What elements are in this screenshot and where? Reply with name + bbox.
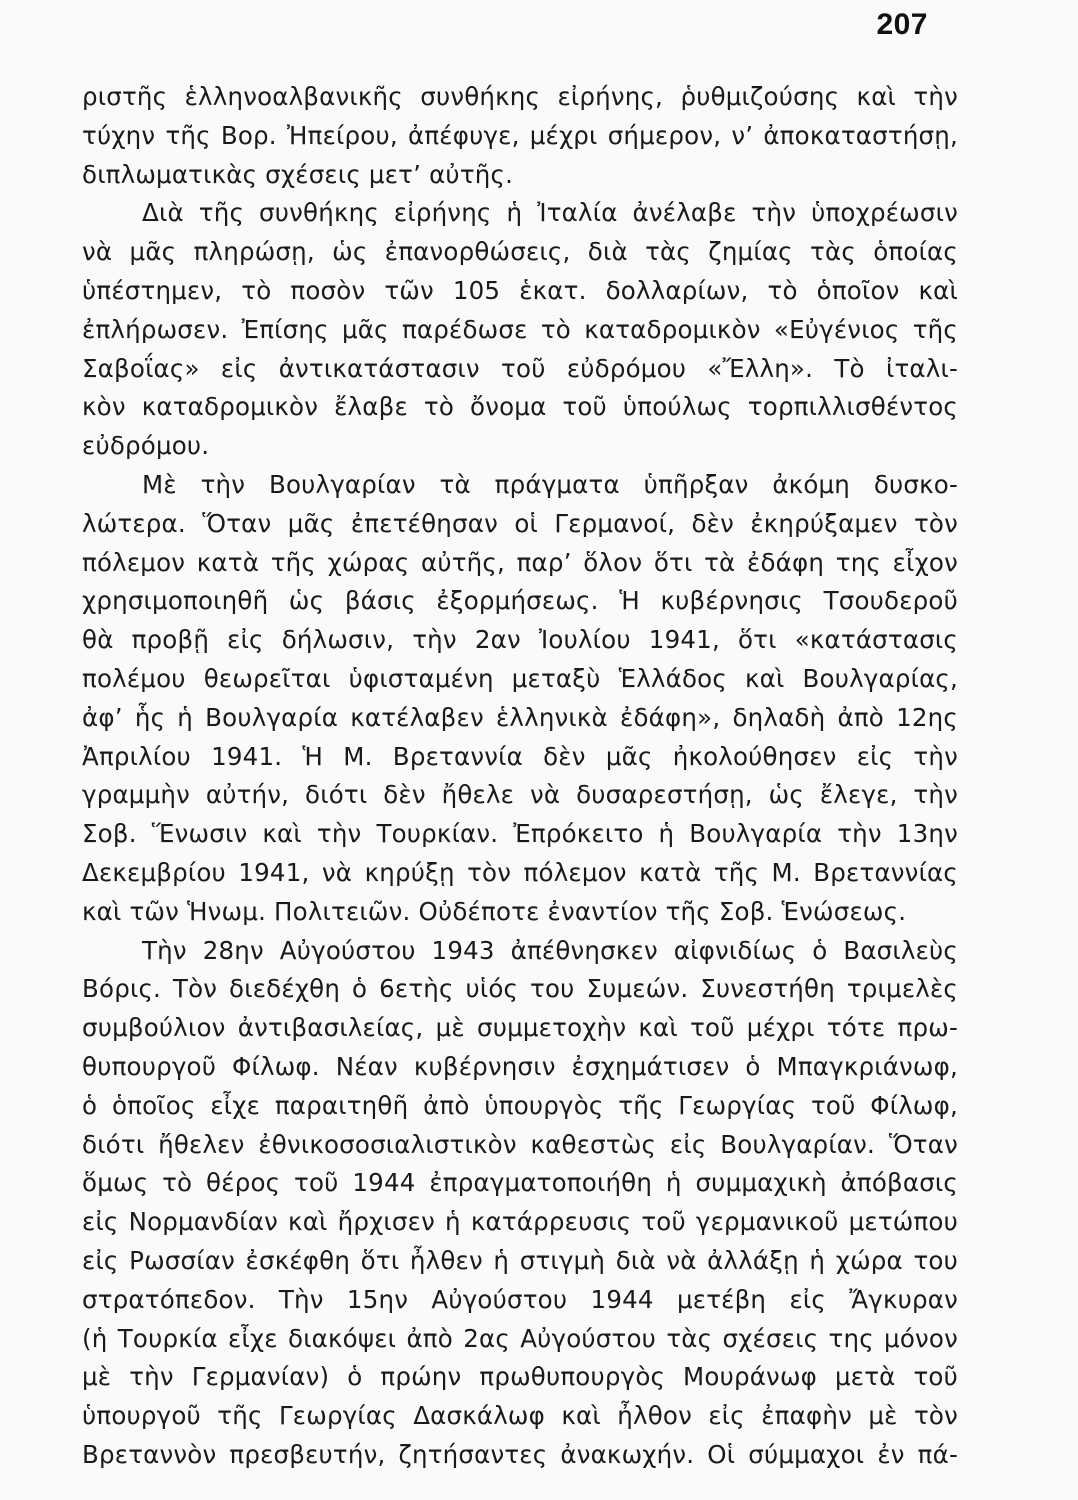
text-line: νὰ μᾶς πληρώσῃ, ὡς ἐπανορθώσεις, διὰ τὰς ζημίας τὰς ὁποίας	[82, 237, 958, 267]
text-line: Διὰ τῆς συνθήκης εἰρήνης ἡ Ἰταλία ἀνέλαβε τὴν ὑποχρέωσιν	[142, 198, 958, 228]
text-line: λώτερα. Ὅταν μᾶς ἐπετέθησαν οἱ Γερμανοί, δὲν ἐκηρύξαμεν τὸν	[82, 508, 958, 538]
text-line: στρατόπεδον. Τὴν 15ην Αὐγούστου 1944 μετέβη εἰς Ἄγκυραν	[82, 1284, 958, 1314]
text-line: ὁ ὁποῖος εἶχε παραιτηθῆ ἀπὸ ὑπουργὸς τῆς Γεωργίας τοῦ Φίλωφ,	[82, 1090, 958, 1120]
text-line: κὸν καταδρομικὸν ἔλαβε τὸ ὄνομα τοῦ ὑπούλως τορπιλλισθέντος	[82, 392, 958, 422]
text-line: διότι ἤθελεν ἐθνικοσοσιαλιστικὸν καθεστὼς εἰς Βουλγαρίαν. Ὅταν	[82, 1129, 958, 1159]
text-line: τύχην τῆς Βορ. Ἠπείρου, ἀπέφυγε, μέχρι σήμερον, ν’ ἀποκαταστήσῃ,	[82, 120, 958, 150]
page-number: 207	[876, 8, 928, 41]
text-line: Τὴν 28ην Αὐγούστου 1943 ἀπέθνησκεν αἰφνιδίως ὁ Βασιλεὺς	[142, 935, 958, 965]
text-line: συμβούλιον ἀντιβασιλείας, μὲ συμμετοχὴν καὶ τοῦ μέχρι τότε πρω-	[82, 1013, 958, 1043]
text-line: Βρεταννὸν πρεσβευτήν, ζητήσαντες ἀνακωχήν. Οἱ σύμμαχοι ἐν πά-	[82, 1439, 958, 1469]
text-line: πολέμου θεωρεῖται ὑφισταμένη μεταξὺ Ἑλλάδος καὶ Βουλγαρίας,	[82, 663, 958, 693]
text-line: ὅμως τὸ θέρος τοῦ 1944 ἐπραγματοποιήθη ἡ συμμαχικὴ ἀπόβασις	[82, 1168, 958, 1198]
text-line: πόλεμον κατὰ τῆς χώρας αὐτῆς, παρ’ ὅλον ὅτι τὰ ἐδάφη της εἶχον	[82, 547, 958, 577]
text-line: Ἀπριλίου 1941. Ἡ Μ. Βρεταννία δὲν μᾶς ἠκολούθησεν εἰς τὴν	[82, 741, 958, 771]
text-line: ὑπέστημεν, τὸ ποσὸν τῶν 105 ἑκατ. δολλαρίων, τὸ ὁποῖον καὶ	[82, 275, 958, 305]
text-line: εὐδρόμου.	[82, 431, 210, 461]
text-line: ἀφ’ ἧς ἡ Βουλγαρία κατέλαβεν ἑλληνικὰ ἐδάφη», δηλαδὴ ἀπὸ 12ης	[82, 702, 958, 732]
text-line: θυπουργοῦ Φίλωφ. Νέαν κυβέρνησιν ἐσχημάτισεν ὁ Μπαγκριάνωφ,	[82, 1051, 958, 1081]
text-line: εἰς Ρωσσίαν ἐσκέφθη ὅτι ἦλθεν ἡ στιγμὴ διὰ νὰ ἀλλάξῃ ἡ χώρα του	[82, 1245, 958, 1275]
body-text	[82, 78, 958, 1475]
text-line: Σοβ. Ἕνωσιν καὶ τὴν Τουρκίαν. Ἐπρόκειτο ἡ Βουλγαρία τὴν 13ην	[82, 819, 958, 849]
text-line: ἐπλήρωσεν. Ἐπίσης μᾶς παρέδωσε τὸ καταδρομικὸν «Εὐγένιος τῆς	[82, 314, 958, 344]
text-line: Σαβοΐας» εἰς ἀντικατάστασιν τοῦ εὐδρόμου «Ἔλλη». Τὸ ἰταλι-	[82, 353, 958, 383]
text-line: ριστῆς ἑλληνοαλβανικῆς συνθήκης εἰρήνης, ῥυθμιζούσης καὶ τὴν	[82, 82, 958, 111]
text-line: καὶ τῶν Ἡνωμ. Πολιτειῶν. Οὐδέποτε ἐναντίον τῆς Σοβ. Ἑνώσεως.	[82, 896, 907, 926]
text-line: χρησιμοποιηθῆ ὡς βάσις ἐξορμήσεως. Ἡ κυβέρνησις Τσουδεροῦ	[82, 586, 958, 616]
text-line: διπλωματικὰς σχέσεις μετ’ αὐτῆς.	[82, 159, 514, 189]
text-line: Βόρις. Τὸν διεδέχθη ὁ 6ετὴς υἱός του Συμεών. Συνεστήθη τριμελὲς	[82, 974, 958, 1004]
text-line: Μὲ τὴν Βουλγαρίαν τὰ πράγματα ὑπῆρξαν ἀκόμη δυσκο-	[142, 469, 958, 499]
text-line: μὲ τὴν Γερμανίαν) ὁ πρώην πρωθυπουργὸς Μουράνωφ μετὰ τοῦ	[82, 1362, 958, 1392]
text-line: εἰς Νορμανδίαν καὶ ἤρχισεν ἡ κατάρρευσις τοῦ γερμανικοῦ μετώπου	[82, 1207, 958, 1237]
text-line: ὑπουργοῦ τῆς Γεωργίας Δασκάλωφ καὶ ἦλθον εἰς ἐπαφὴν μὲ τὸν	[82, 1401, 958, 1431]
text-line: Δεκεμβρίου 1941, νὰ κηρύξῃ τὸν πόλεμον κατὰ τῆς Μ. Βρεταννίας	[82, 857, 958, 887]
text-line: γραμμὴν αὐτήν, διότι δὲν ἤθελε νὰ δυσαρεστήσῃ, ὡς ἔλεγε, τὴν	[82, 780, 958, 810]
text-line: (ἡ Τουρκία εἶχε διακόψει ἀπὸ 2ας Αὐγούστου τὰς σχέσεις της μόνον	[82, 1323, 958, 1353]
text-line: θὰ προβῇ εἰς δήλωσιν, τὴν 2αν Ἰουλίου 1941, ὅτι «κατάστασις	[82, 625, 958, 655]
